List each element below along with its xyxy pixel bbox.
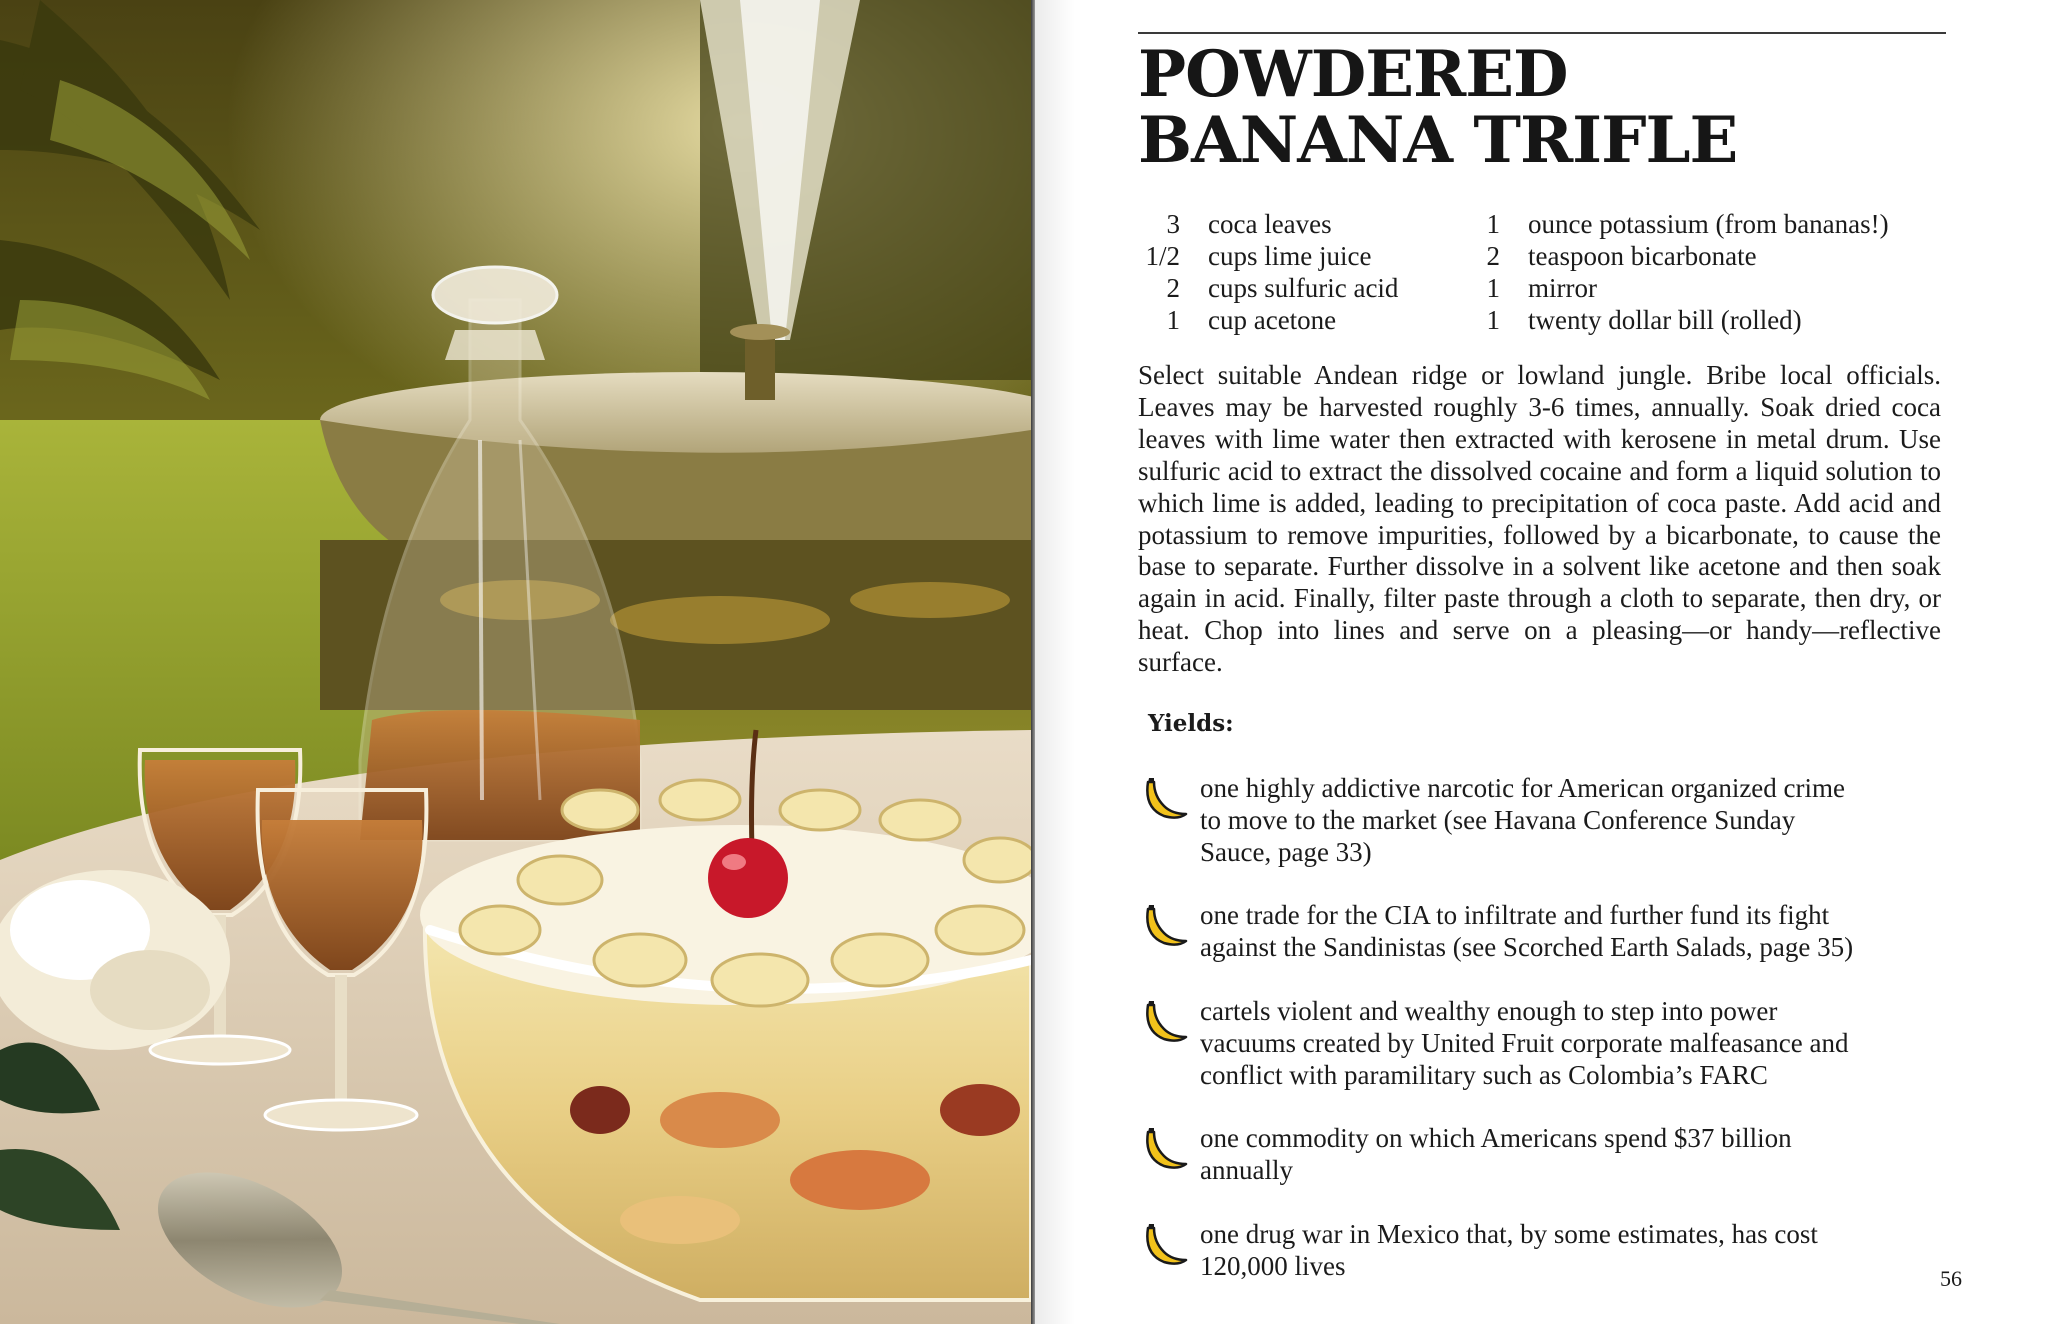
ingredient-row [1458, 272, 1946, 304]
ingredient-quantity: 2 [1166, 273, 1180, 303]
ingredient-quantity: 1 [1486, 273, 1500, 303]
ingredient-item: teaspoon bicarbonate [1528, 241, 1757, 271]
page-gutter-shadow [1035, 0, 1075, 1324]
ingredient-row [1458, 304, 1946, 336]
page-number: 56 [1940, 1266, 1962, 1291]
yield-line: Sauce, page 33) [1200, 837, 1372, 867]
ingredient-quantity: 1 [1486, 305, 1500, 335]
ingredient-item: twenty dollar bill (rolled) [1528, 305, 1802, 335]
ingredient-quantity: 1 [1486, 209, 1500, 239]
ingredient-column-1 [1138, 208, 1458, 336]
ingredient-row [1138, 304, 1458, 336]
recipe-title-line-1: POWDERED [1138, 37, 1568, 112]
ingredient-column-2 [1458, 208, 1946, 336]
yield-line: against the Sandinistas (see Scorched Earth Salads, page 35) [1200, 932, 1854, 962]
yield-text [1200, 995, 1900, 1091]
yield-line: annually [1200, 1155, 1293, 1185]
banana-icon [1142, 1124, 1188, 1172]
yield-text [1200, 772, 1900, 868]
ingredient-row [1138, 240, 1458, 272]
recipe-title-line-2: BANANA TRIFLE [1138, 103, 1738, 178]
method-paragraph: Select suitable Andean ridge or lowland jungle. Bribe local officials. Leaves may be harvested roughly 3-6 times, annually. Soak dried coca leaves with lime water then extracted with kerosene in metal drum. Use sulfuric acid to extract the dissolved cocaine and form a liquid solution to which lime is added, leading to precipitation of coca paste. Add acid and potassium to remove impurities, followed by a bicarbonate, to cause the base to separate. Further dissolve in a solvent like acetone and then soak again in acid. Finally, filter paste through a cloth to separate, then dry, or heat. Chop into lines and serve on a pleasing—or handy—reflective surface. [1138, 360, 1941, 678]
ingredient-quantity: 1/2 [1145, 241, 1180, 271]
banana-icon [1142, 1220, 1188, 1268]
ingredient-quantity: 2 [1486, 241, 1500, 271]
yield-line: vacuums created by United Fruit corporate malfeasance and [1200, 1028, 1849, 1058]
recipe-title [1138, 37, 1946, 178]
yield-line: one drug war in Mexico that, by some estimates, has cost [1200, 1219, 1818, 1249]
yield-line: conflict with paramilitary such as Colombia’s FARC [1200, 1060, 1768, 1090]
yield-line: cartels violent and wealthy enough to step into power [1200, 996, 1778, 1026]
yield-text [1200, 1122, 1900, 1186]
yield-line: one trade for the CIA to infiltrate and further fund its fight [1200, 900, 1830, 930]
ingredient-item: coca leaves [1208, 209, 1332, 239]
ingredient-item: mirror [1528, 273, 1597, 303]
ingredient-row [1138, 272, 1458, 304]
yield-line: one commodity on which Americans spend $37 billion [1200, 1123, 1792, 1153]
banana-icon [1142, 997, 1188, 1045]
ingredient-quantity: 3 [1166, 209, 1180, 239]
ingredient-item: ounce potassium (from bananas!) [1528, 209, 1889, 239]
ingredient-item: cups sulfuric acid [1208, 273, 1399, 303]
banana-icon [1142, 774, 1188, 822]
top-rule [1138, 32, 1946, 34]
banana-icon [1142, 901, 1188, 949]
yields-heading: Yields: [1148, 710, 1234, 737]
ingredient-row [1138, 208, 1458, 240]
yield-line: to move to the market (see Havana Conference Sunday [1200, 805, 1796, 835]
ingredient-quantity: 1 [1166, 305, 1180, 335]
yield-line: one highly addictive narcotic for American organized crime [1200, 773, 1845, 803]
ingredient-row [1458, 240, 1946, 272]
ingredient-row [1458, 208, 1946, 240]
yield-text [1200, 899, 1900, 963]
recipe-page [1138, 0, 1946, 1324]
yield-text [1200, 1218, 1900, 1282]
ingredient-item: cup acetone [1208, 305, 1337, 335]
ingredient-item: cups lime juice [1208, 241, 1372, 271]
yield-line: 120,000 lives [1200, 1251, 1346, 1281]
